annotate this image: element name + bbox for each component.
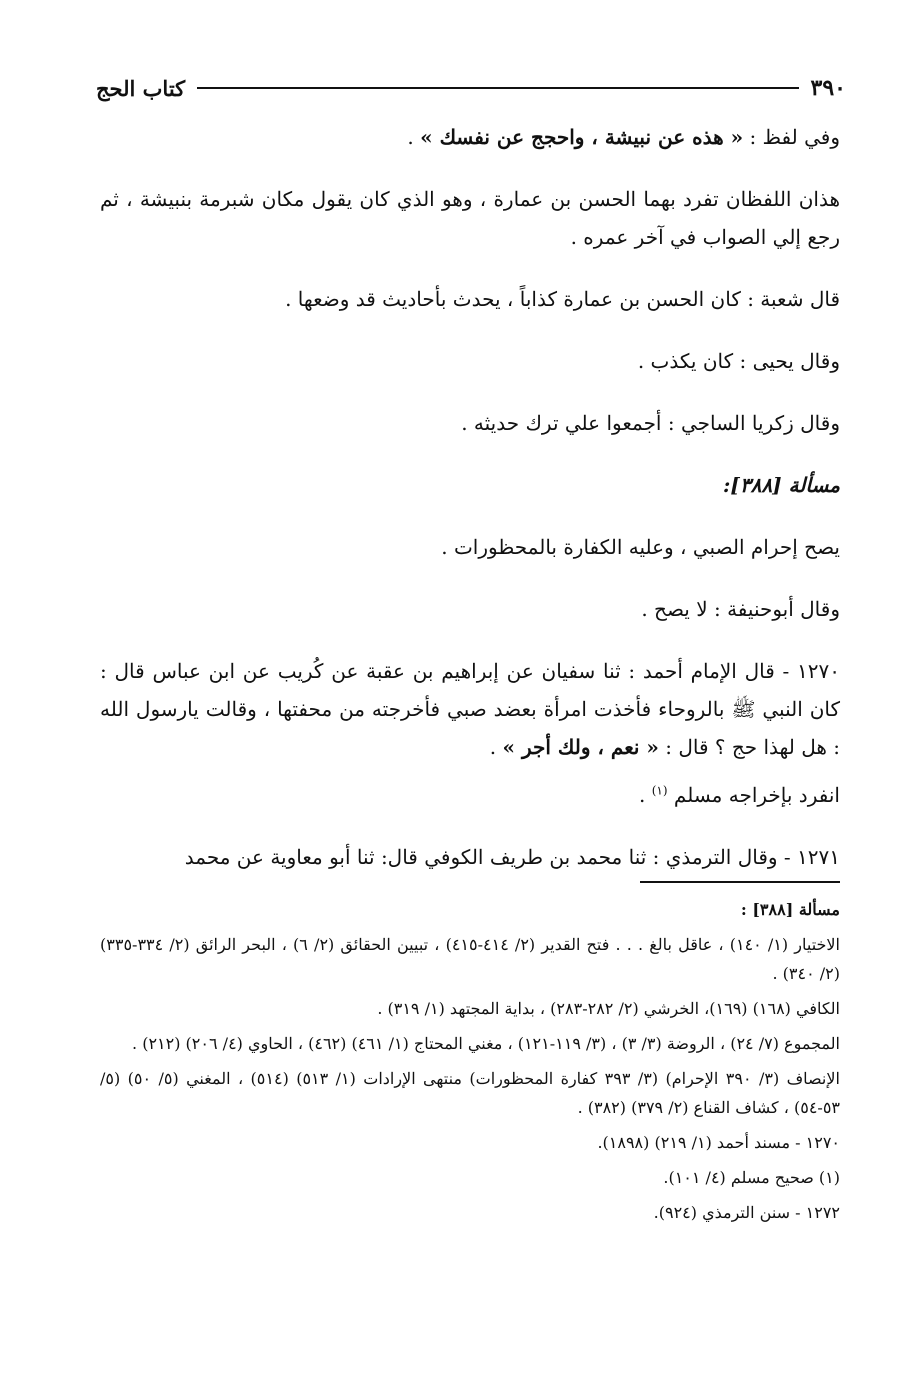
quoted-wording: « هذه عن نبيشة ، واحجج عن نفسك » bbox=[420, 125, 744, 149]
paragraph-alt-wording bbox=[100, 118, 840, 156]
text-end: . bbox=[639, 783, 652, 807]
header-rule bbox=[197, 87, 798, 89]
text-end: . bbox=[489, 735, 503, 759]
paragraph-muslim bbox=[100, 776, 840, 814]
footnote-1272: ١٢٧٢ - سنن الترمذي (٩٢٤). bbox=[653, 1203, 840, 1222]
muslim-text: انفرد بإخراجه مسلم bbox=[673, 783, 840, 807]
footnotes bbox=[100, 895, 840, 1233]
footnote-rule bbox=[640, 881, 840, 883]
main-text bbox=[100, 118, 840, 900]
hadith-text: ١٢٧٠ - قال الإمام أحمد : ثنا سفيان عن إبراهيم بن عقبة عن كُريب عن ابن عباس قال : كان النبي ﷺ بالروحاء فأخذت امرأة بعضد صبي فأخرجته من محفتها ، وقالت يارسول الله : هل لهذا حج ؟ قال : bbox=[100, 659, 840, 759]
footnote-1: (١) صحيح مسلم (٤/ ١٠١). bbox=[663, 1168, 840, 1187]
issue-heading: مسألة [٣٨٨]: bbox=[723, 473, 840, 497]
hadith-1271: ١٢٧١ - وقال الترمذي : ثنا محمد بن طريف الكوفي قال: ثنا أبو معاوية عن محمد bbox=[184, 845, 840, 869]
paragraph-ruling: يصح إحرام الصبي ، وعليه الكفارة بالمحظورات . bbox=[441, 535, 840, 559]
footnote-maliki: الكافي (١٦٨) (١٦٩)، الخرشي (٢/ ٢٨٢-٢٨٣) ، بداية المجتهد (١/ ٣١٩) . bbox=[377, 999, 840, 1018]
paragraph-narrator-note: هذان اللفظان تفرد بهما الحسن بن عمارة ، وهو الذي كان يقول مكان شبرمة بنبيشة ، ثم رجع إلي الصواب في آخر عمره . bbox=[100, 187, 840, 249]
hadith-1270 bbox=[100, 652, 840, 766]
book-title: كتاب الحج bbox=[96, 75, 186, 101]
text-end: . bbox=[407, 125, 421, 149]
paragraph-yahya: وقال يحيى : كان يكذب . bbox=[637, 349, 840, 373]
page-number: ٣٩٠ bbox=[810, 75, 846, 101]
footnote-marker: (١) bbox=[651, 783, 668, 798]
page-header bbox=[96, 70, 846, 106]
hadith-quote: « نعم ، ولك أجر » bbox=[502, 735, 659, 759]
footnote-shafii: المجموع (٧/ ٢٤) ، الروضة (٣/ ٣) ، (٣/ ١١٩-١٢١) ، مغني المحتاج (١/ ٤٦١) (٤٦٢) ، الحاوي (٤/ ٢٠٦) (٢١٢) . bbox=[132, 1034, 840, 1053]
paragraph-abu-hanifa: وقال أبوحنيفة : لا يصح . bbox=[641, 597, 840, 621]
footnote-hanafi: الاختيار (١/ ١٤٠) ، عاقل بالغ . . . فتح القدير (٢/ ٤١٤-٤١٥) ، تبيين الحقائق (٢/ ٦) ، البحر الرائق (٢/ ٣٣٤-٣٣٥) (٢/ ٣٤٠) . bbox=[100, 935, 840, 983]
footnote-hanbali: الإنصاف (٣/ ٣٩٠ الإحرام) (٣/ ٣٩٣ كفارة المحظورات) منتهى الإرادات (١/ ٥١٣) (٥١٤) ، المغني (٥/ ٥٠) (٥/ ٥٣-٥٤) ، كشاف القناع (٢/ ٣٧٩) (٣٨٢) . bbox=[100, 1069, 840, 1117]
text-prefix: وفي لفظ : bbox=[743, 125, 840, 149]
footnote-1270: ١٢٧٠ - مسند أحمد (١/ ٢١٩) (١٨٩٨). bbox=[597, 1133, 840, 1152]
paragraph-shuba: قال شعبة : كان الحسن بن عمارة كذاباً ، يحدث بأحاديث قد وضعها . bbox=[285, 287, 840, 311]
paragraph-saji: وقال زكريا الساجي : أجمعوا علي ترك حديثه . bbox=[461, 411, 840, 435]
footnote-heading: مسألة [٣٨٨] : bbox=[740, 900, 840, 919]
